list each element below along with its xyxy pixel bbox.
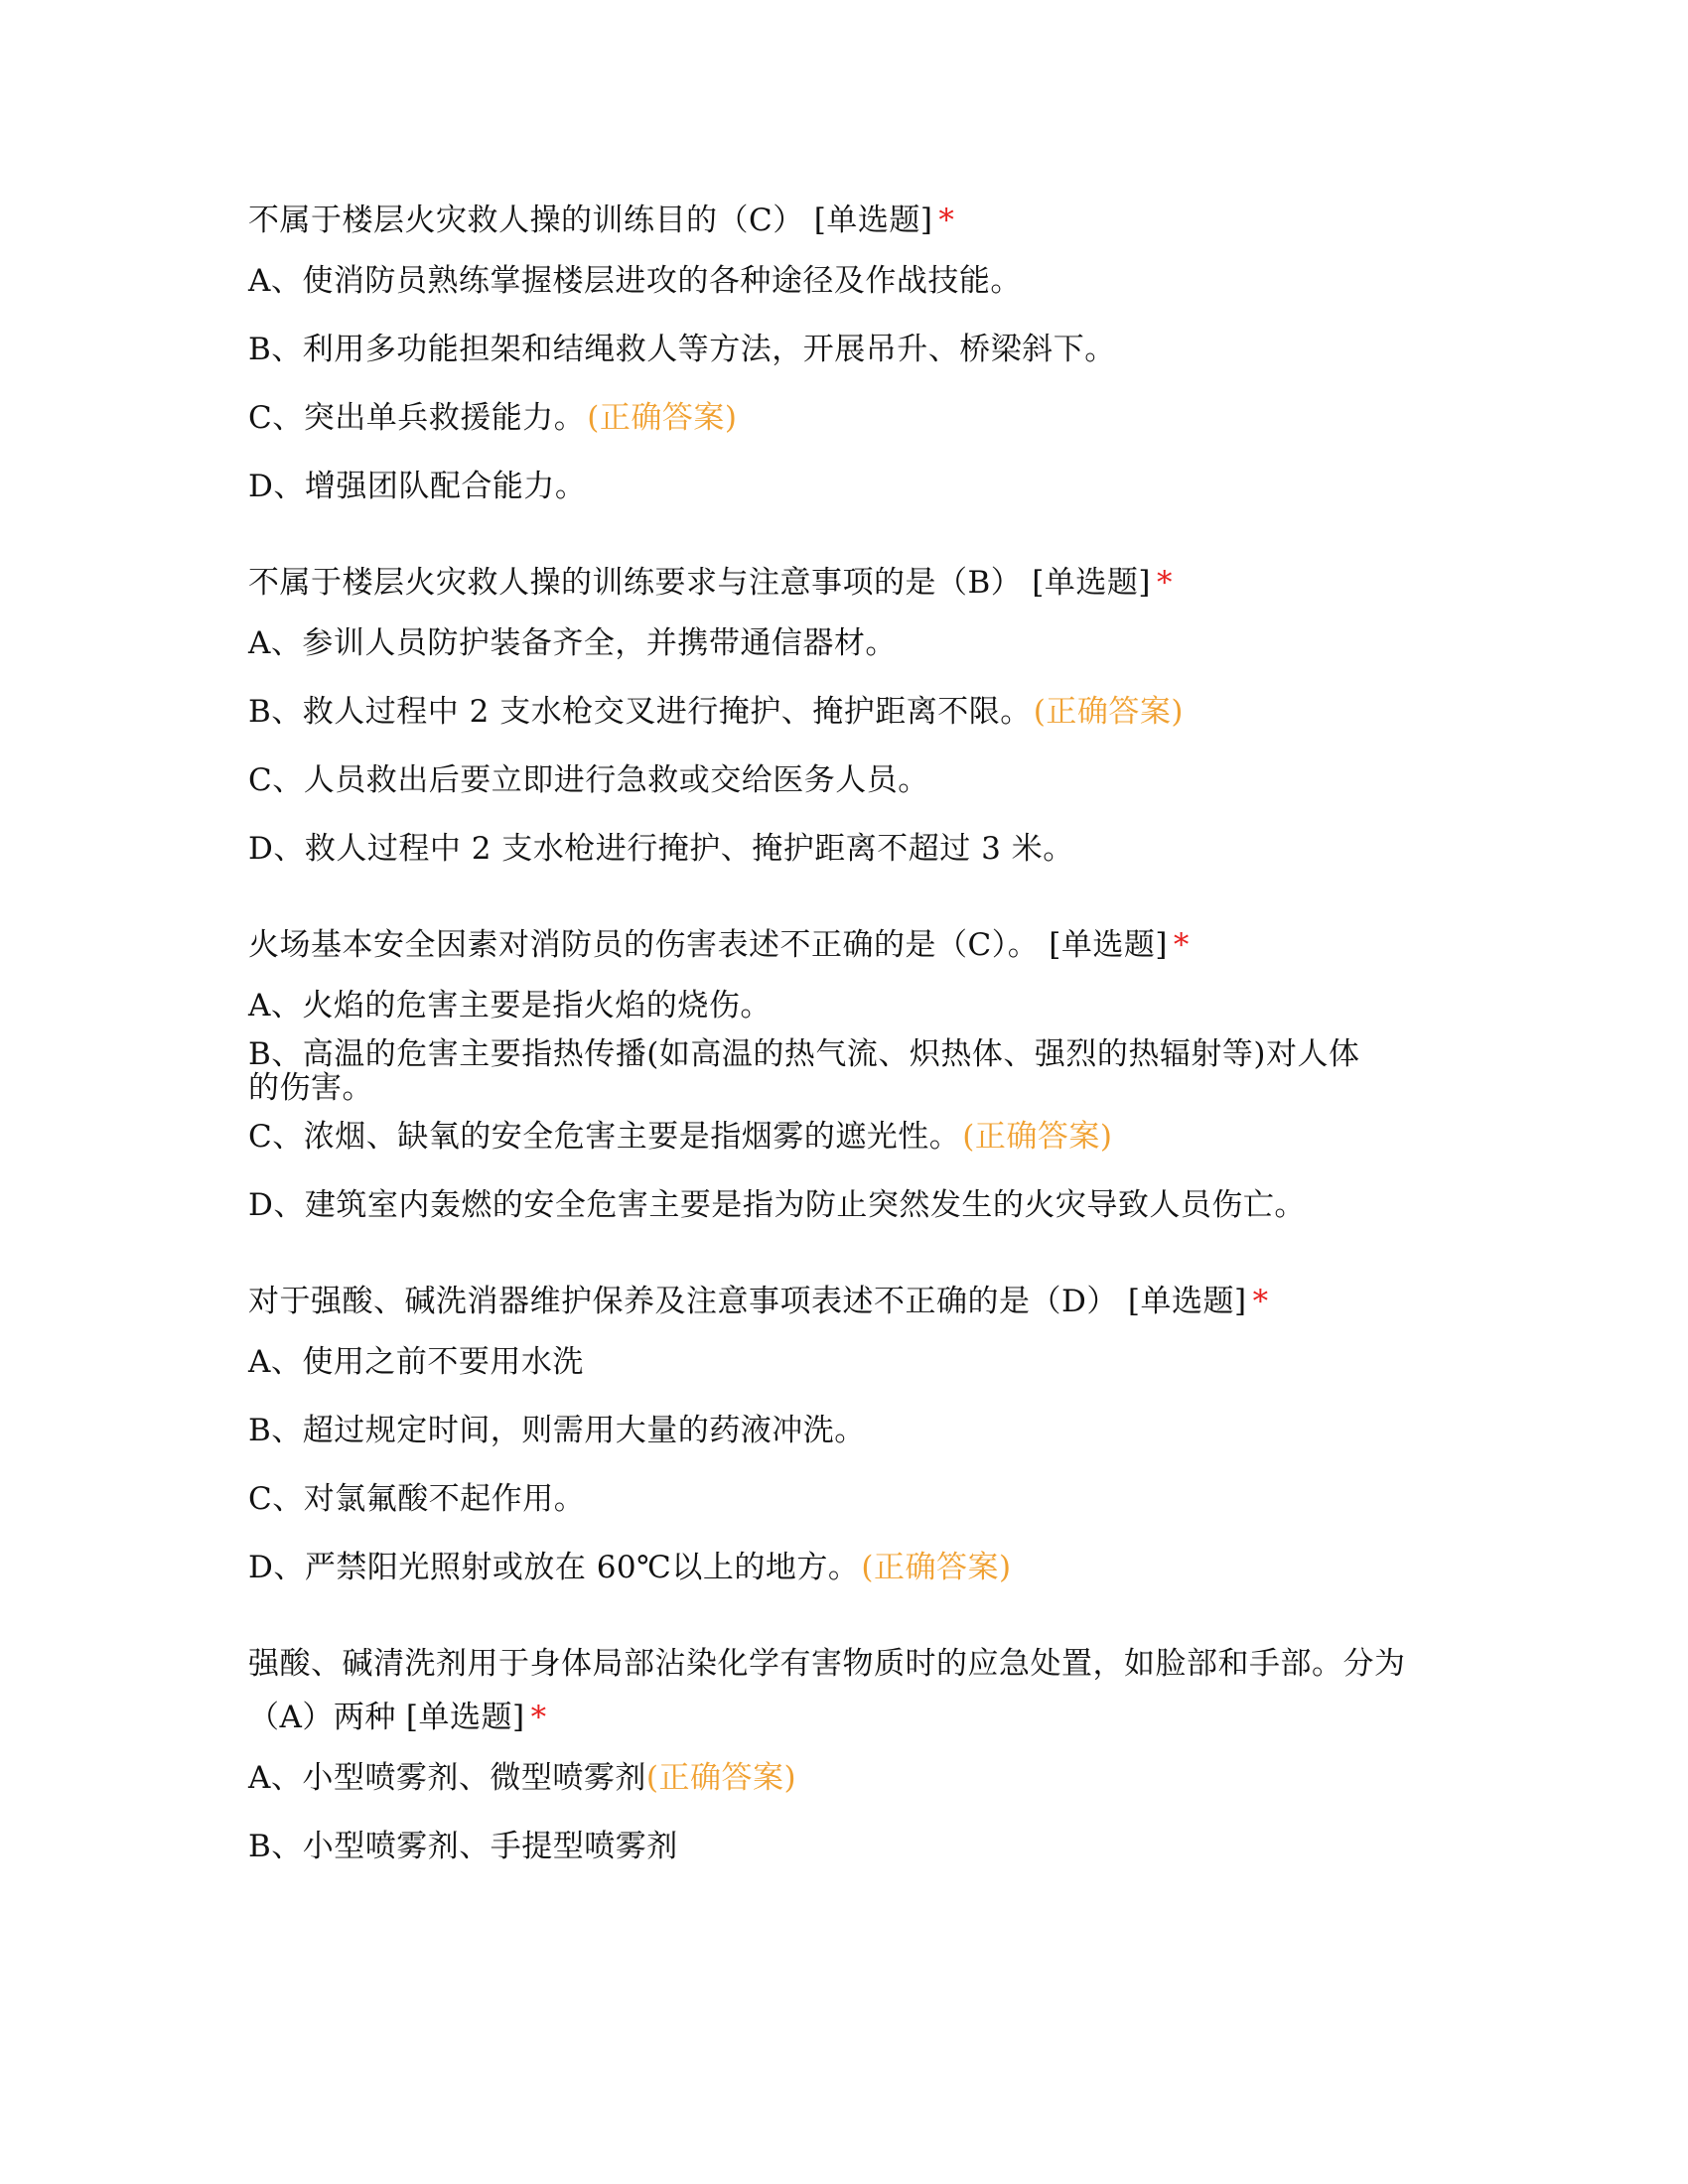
question-type-label: [单选题] [1049, 927, 1168, 963]
question-title [248, 1637, 1460, 1744]
question-text: 对于强酸、碱洗消器维护保养及注意事项表述不正确的是（D） [248, 1284, 1118, 1319]
correct-answer-tag: (正确答案) [587, 400, 738, 436]
option-d[interactable]: D、建筑室内轰燃的安全危害主要是指为防止突然发生的火灾导致人员伤亡。 [248, 1187, 1306, 1223]
option-d[interactable]: D、增强团队配合能力。 [248, 469, 587, 504]
question-text: 火场基本安全因素对消防员的伤害表述不正确的是（C）。 [248, 927, 1040, 963]
option-d[interactable]: D、严禁阳光照射或放在 60℃以上的地方。(正确答案) [248, 1550, 1012, 1585]
option-c[interactable]: C、突出单兵救援能力。(正确答案) [248, 400, 738, 436]
correct-answer-tag: (正确答案) [1033, 694, 1184, 730]
question-text: 不属于楼层火灾救人操的训练目的（C） [248, 203, 804, 238]
question-text: 不属于楼层火灾救人操的训练要求与注意事项的是（B） [248, 565, 1023, 601]
option-b[interactable]: B、超过规定时间，则需用大量的药液冲洗。 [248, 1413, 866, 1448]
option-b[interactable]: B、小型喷雾剂、手提型喷雾剂 [248, 1829, 678, 1864]
required-star: * [530, 1700, 547, 1735]
question-title [248, 918, 1489, 972]
required-star: * [1173, 927, 1190, 963]
question-type-label: [单选题] [405, 1700, 525, 1735]
question-5 [248, 1637, 1489, 1866]
option-a[interactable]: A、参训人员防护装备齐全，并携带通信器材。 [248, 625, 897, 661]
option-c[interactable]: C、对氯氟酸不起作用。 [248, 1481, 586, 1517]
option-c[interactable]: C、人员救出后要立即进行急救或交给医务人员。 [248, 762, 929, 798]
required-star: * [1156, 565, 1173, 601]
question-type-label: [单选题] [1032, 565, 1151, 601]
option-c[interactable]: C、浓烟、缺氧的安全危害主要是指烟雾的遮光性。(正确答案) [248, 1119, 1113, 1155]
option-b[interactable]: B、利用多功能担架和结绳救人等方法，开展吊升、桥梁斜下。 [248, 332, 1116, 367]
option-b[interactable]: B、救人过程中 2 支水枪交叉进行掩护、掩护距离不限。(正确答案) [248, 694, 1184, 730]
question-3 [248, 918, 1489, 1225]
option-b[interactable]: B、高温的危害主要指热传播(如高温的热气流、炽热体、强烈的热辐射等)对人体的伤害。 [248, 1036, 1360, 1106]
correct-answer-tag: (正确答案) [861, 1550, 1012, 1585]
option-a[interactable]: A、火焰的危害主要是指火焰的烧伤。 [248, 988, 772, 1024]
option-d[interactable]: D、救人过程中 2 支水枪进行掩护、掩护距离不超过 3 米。 [248, 831, 1074, 867]
correct-answer-tag: (正确答案) [962, 1119, 1113, 1155]
option-a[interactable]: A、小型喷雾剂、微型喷雾剂(正确答案) [248, 1760, 797, 1796]
required-star: * [1252, 1284, 1269, 1319]
option-a[interactable]: A、使用之前不要用水洗 [248, 1344, 584, 1380]
option-a[interactable]: A、使消防员熟练掌握楼层进攻的各种途径及作战技能。 [248, 263, 1022, 299]
question-title [248, 194, 1489, 247]
question-4 [248, 1275, 1489, 1587]
question-title [248, 1275, 1489, 1328]
question-type-label: [单选题] [813, 203, 933, 238]
question-type-label: [单选题] [1127, 1284, 1247, 1319]
question-2 [248, 556, 1489, 869]
required-star: * [938, 203, 955, 238]
question-title [248, 556, 1489, 610]
correct-answer-tag: (正确答案) [645, 1760, 797, 1796]
question-1 [248, 194, 1489, 506]
question-text: 强酸、碱清洗剂用于身体局部沾染化学有害物质时的应急处置，如脸部和手部。分为（A）两种 [248, 1646, 1406, 1735]
survey-page [248, 194, 1489, 1895]
